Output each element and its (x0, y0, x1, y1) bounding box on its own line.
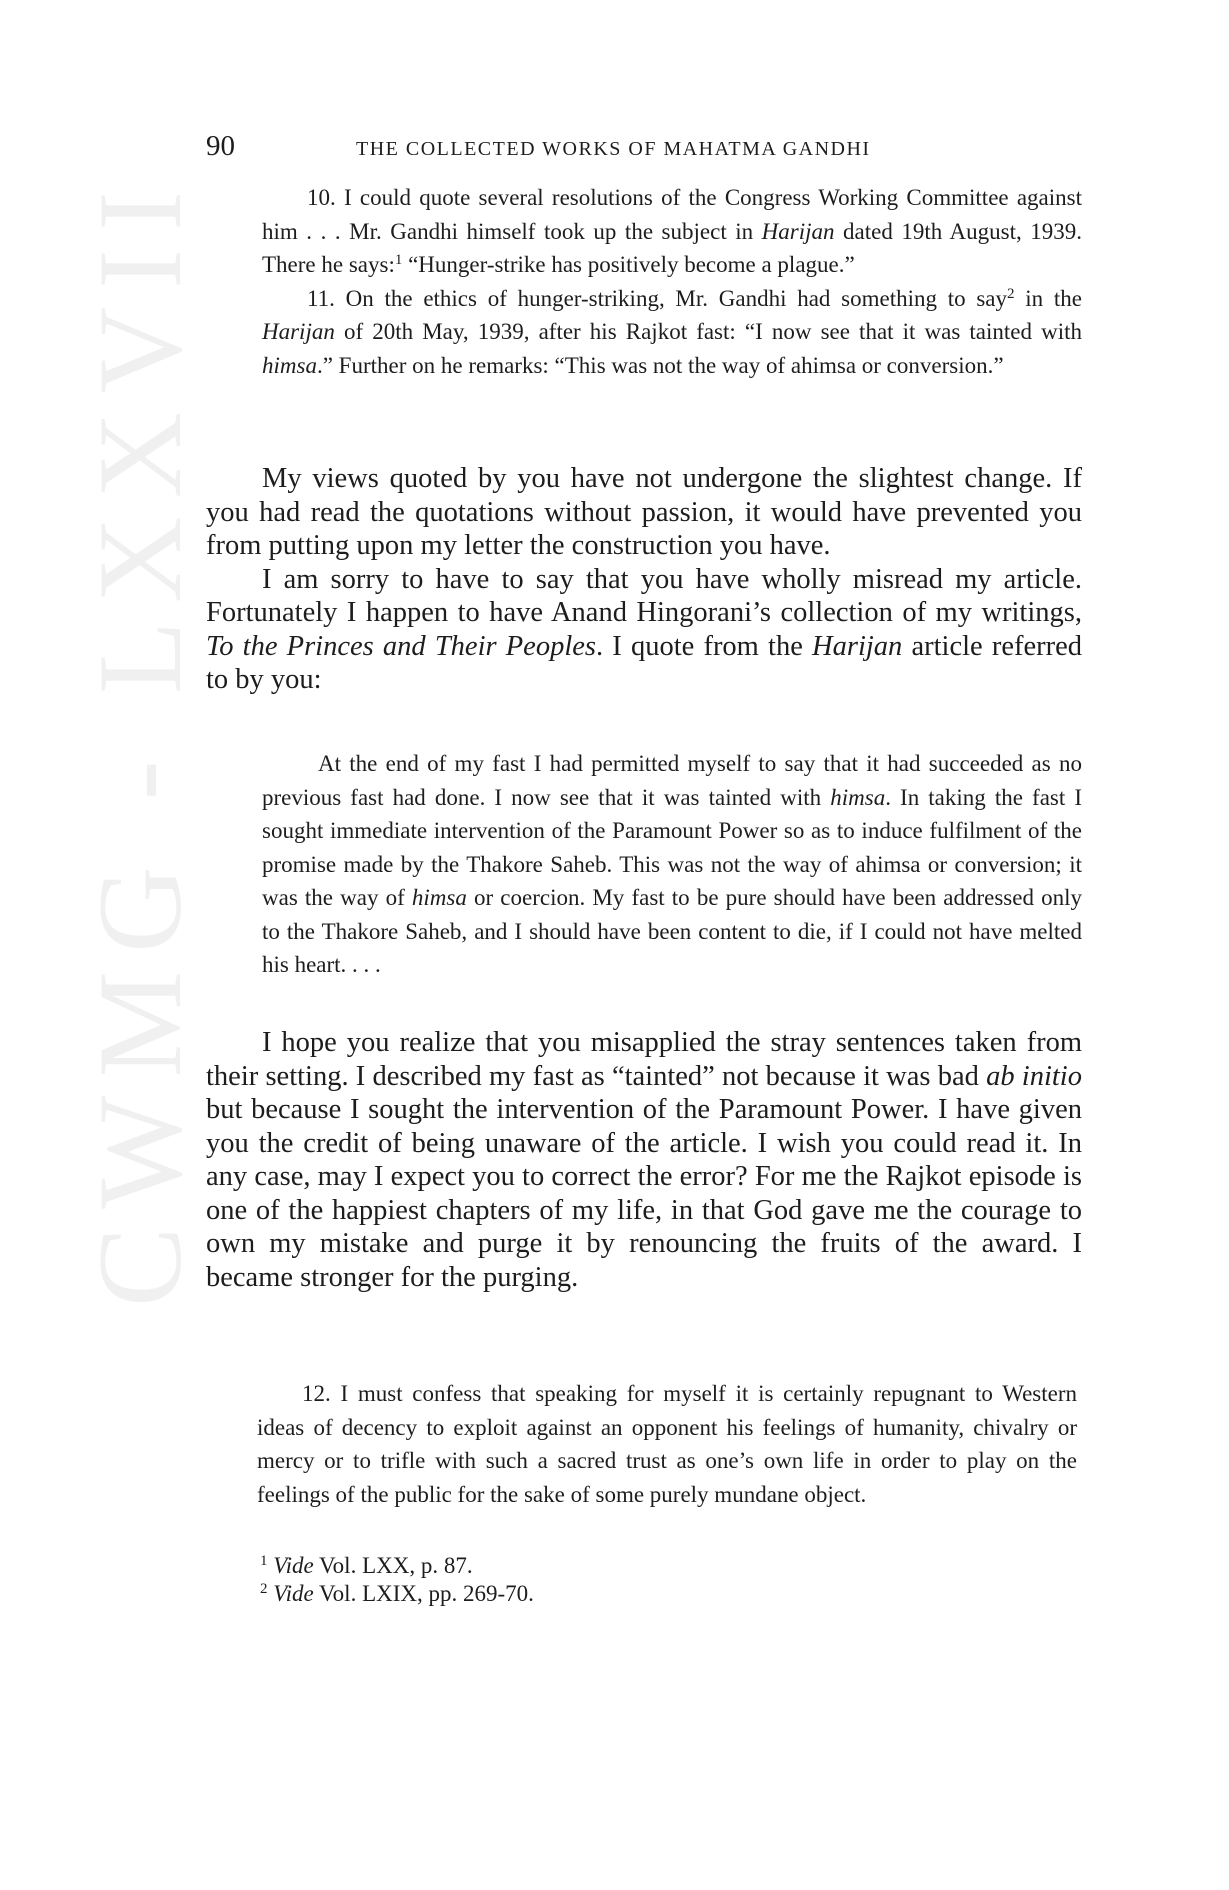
footnote-2: $^2$ Vide Vol. LXIX, pp. 269-70. (260, 1581, 534, 1606)
quoted-letter-block (262, 181, 1082, 382)
paragraph-10: 10. I could quote several resolutions of the Congress Working Committee against him . . . Mr. Gandhi himself took up the subject in Harijan dated 19th August, 1939. There he says:$^1$ “Hunger-strike has positively become a plague.” (262, 185, 1082, 277)
page-header (206, 130, 1082, 166)
running-head: THE COLLECTED WORKS OF MAHATMA GANDHI (356, 138, 871, 160)
quotation-paragraph: At the end of my fast I had permitted myself to say that it had succeeded as no previous fast had done. I now see that it was tainted with himsa. In taking the fast I sought immediate intervention of the Paramount Power so as to induce fulfilment of the promise made by the Thakore Saheb. This was not the way of ahimsa or conversion; it was the way of himsa or coercion. My fast to be pure should have been addressed only to the Thakore Saheb, and I should have been content to die, if I could not have melted his heart. . . . (262, 751, 1082, 977)
body-paragraph-misapplied: I hope you realize that you misapplied the stray sentences taken from their setting. I described my fast as “tainted” not because it was bad ab initio but because I sought the intervention of the Paramount Power. I have given you the credit of being unaware of the article. I wish you could read it. In any case, may I expect you to correct the error? For me the Rajkot episode is one of the happiest chapters of my life, in that God gave me the courage to own my mistake and purge it by renouncing the fruits of the award. I became stronger for the purging. (206, 1027, 1082, 1293)
body-paragraph-views: My views quoted by you have not undergone the slightest change. If you had read the quotations without passion, it would have prevented you from putting upon my letter the construction you have. (206, 463, 1082, 561)
footnote-ref-2: 2 (1007, 285, 1015, 302)
reply-body-1 (206, 462, 1082, 697)
watermark-text: CWMG - LXXVII (73, 173, 206, 1307)
harijan-quotation (262, 747, 1082, 982)
footnotes (260, 1552, 534, 1608)
footnote-1: $^1$ Vide Vol. LXX, p. 87. (260, 1553, 473, 1578)
reply-body-2 (206, 1026, 1082, 1294)
body-paragraph-misread: I am sorry to have to say that you have wholly misread my article. Fortunately I happen to have Anand Hingorani’s collection of my writings, To the Princes and Their Peoples. I quote from the Harijan article referred to by you: (206, 563, 1083, 695)
page-number: 90 (206, 130, 235, 162)
footnote-ref-1: 1 (394, 252, 403, 268)
quoted-letter-block-2 (257, 1377, 1077, 1511)
paragraph-11: 11. On the ethics of hunger-striking, Mr. Gandhi had something to say$^2$ in the Harijan of 20th May, 1939, after his Rajkot fast: “I now see that it was tainted with himsa.” Further on he remarks: “This was not the way of ahimsa or conversion.” (262, 285, 1082, 378)
paragraph-12: 12. I must confess that speaking for myself it is certainly repugnant to Western ideas of decency to exploit against an opponent his feelings of humanity, chivalry or mercy or to trifle with such a sacred trust as one’s own life in order to play on the feelings of the public for the sake of some purely mundane object. (257, 1381, 1077, 1507)
